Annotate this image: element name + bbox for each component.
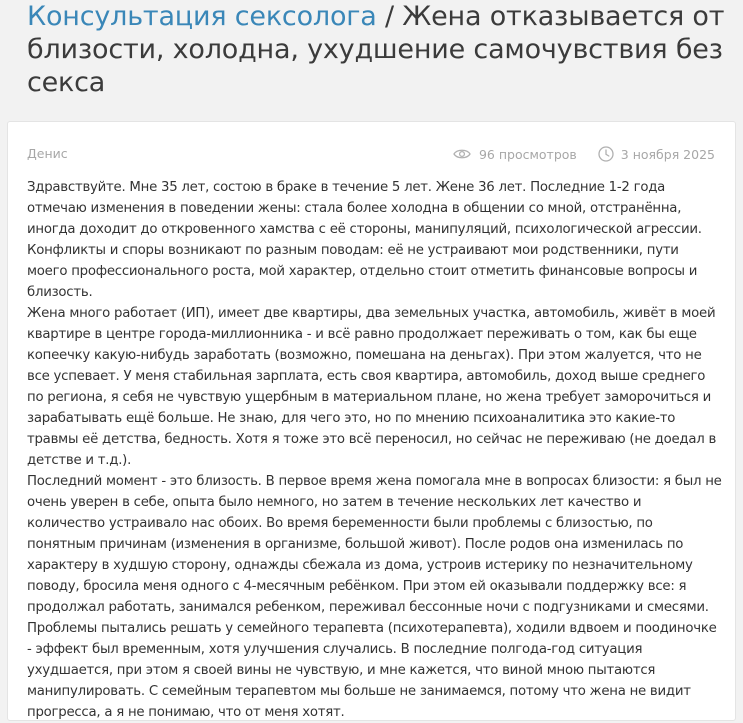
question-card — [7, 121, 736, 721]
author-name: Денис — [27, 146, 68, 161]
eye-icon — [453, 148, 471, 160]
question-paragraph: Здравствуйте. Мне 35 лет, состою в браке в течение 5 лет. Жене 36 лет. Последние 1-2 года отмечаю изменения в поведении жены: стала более холодна в общении со мной, отстранённа, иногда доходит до откровенного хамства с её стороны, манипуляций, психологической агрессии. Конфликты и споры возникают по разным поводам: её не устраивают мои родственники, пути моего профессионального роста, мой характер, отдельно стоит отметить финансовые вопросы и близость. — [27, 180, 702, 300]
question-title: Жена отказывается от близости, холодна, ухудшение самочувствия без секса — [27, 1, 725, 98]
category-link[interactable]: Консультация сексолога — [27, 1, 377, 32]
question-paragraph: Жена много работает (ИП), имеет две квартиры, два земельных участка, автомобиль, живёт в моей квартире в центре города-миллионника - и всё равно продолжает переживать о том, как бы еще копеечку какую-нибудь заработать (возможно, помешана на деньгах). При этом жалуется, что не все успевает. У меня стабильная зарплата, есть своя квартира, автомобиль, доход выше среднего по региона, я себя не чувствую ущербным в материальном плане, но жена требует заморочиться и зарабатывать ещё больше. Не знаю, для чего это, но по мнению психоаналитика это какие-то травмы её детства, бедность. Хотя я тоже это всё переносил, но сейчас не переживаю (не доедал в детстве и т.д.). — [27, 306, 717, 468]
question-paragraph: Проблемы пытались решать у семейного терапевта (психотерапевта), ходили вдвоем и поодиночке - эффект был временным, хотя улучшения случались. В последние полгода-год ситуация ухудшается, при этом я своей вины не чувствую, и мне кажется, что виной мною пытаются манипулировать. С семейным терапевтом мы больше не занимаемся, потому что жена не видит прогресса, а я не понимаю, что от меня хотят. — [27, 621, 717, 720]
meta-stats — [453, 144, 715, 164]
page-title — [27, 0, 727, 99]
views-meta — [453, 147, 577, 162]
question-meta — [27, 144, 715, 164]
question-paragraph: Последний момент - это близость. В первое время жена помогала мне в вопросах близости: я был не очень уверен в себе, опыта было немного, но затем в течение нескольких лет качество и количество устраивало нас обоих. Во время беременности были проблемы с близостью, по понятным причинам (изменения в организме, большой живот). После родов она изменилась по характеру в худшую сторону, однажды сбежала из дома, устроив истерику по незначительному поводу, бросила меня одного с 4-месячным ребёнком. При этом ей оказывали поддержку все: я продолжал работать, занимался ребенком, переживал бессонные ночи с подгузниками и смесями. — [27, 474, 722, 615]
post-date: 3 ноября 2025 — [620, 146, 715, 162]
title-separator: / — [376, 1, 403, 32]
views-count: 96 просмотров — [478, 146, 577, 162]
clock-icon — [598, 146, 614, 162]
date-meta — [598, 146, 715, 162]
question-body — [27, 177, 722, 723]
